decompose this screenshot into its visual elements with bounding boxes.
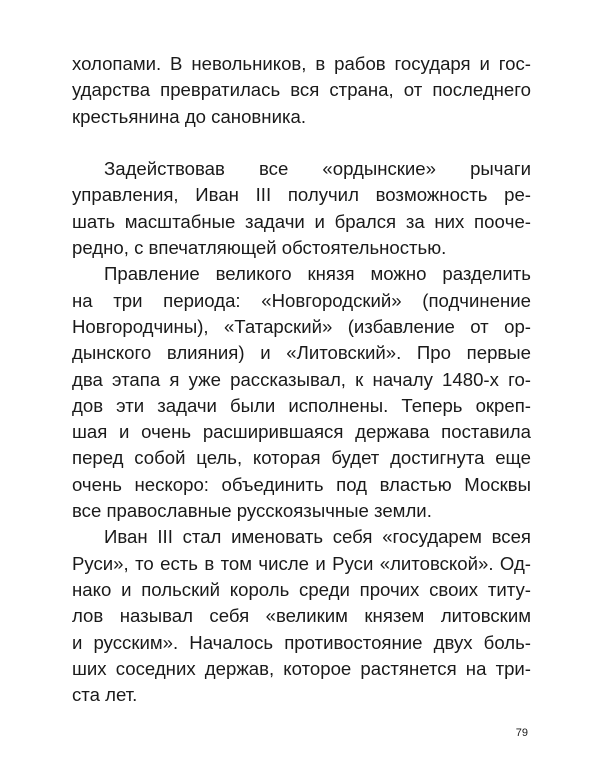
text-line: Правление великого князя можно разделить xyxy=(104,263,531,285)
text-line: холопами. В невольников, в рабов государя и гос- xyxy=(72,53,531,74)
text-line: Задействовав все «ордынские» рычаги xyxy=(104,158,531,180)
text-line: ста лет. xyxy=(72,684,138,706)
text-line: крестьянина до сановника. xyxy=(72,105,307,127)
text-line: шать масштабные задачи и брался за них поoче- xyxy=(72,210,531,232)
text-line: все православные русскоязычные земли. xyxy=(72,500,432,522)
text-line: очень нескоро: объединить под властью Москвы xyxy=(72,473,531,495)
text-line: ших соседних держав, которое растянется на три- xyxy=(72,657,531,679)
text-line: Руси», то есть в том числе и Руси «литовской». Од- xyxy=(72,552,531,574)
text-line: перед собой цель, которая будет достигнута еще xyxy=(72,447,531,469)
paragraph-gap xyxy=(72,130,531,156)
text-line: нако и польский король среди прочих своих титу- xyxy=(72,578,531,600)
text-line: Иван III стал именовать себя «государем всея xyxy=(104,526,531,548)
text-line: и русским». Началось противостояние двух боль- xyxy=(72,631,531,653)
text-line: на три периода: «Новгородский» (подчинение xyxy=(72,289,531,311)
page-number: 79 xyxy=(515,727,528,739)
text-line: Новгородчины), «Татарский» (избавление от ор- xyxy=(72,315,531,337)
body-text xyxy=(72,51,531,708)
text-line: лов называл себя «великим князем литовским xyxy=(72,605,531,627)
text-line: дов эти задачи были исполнены. Теперь окреп- xyxy=(72,394,531,416)
text-line: управления, Иван III получил возможность ре- xyxy=(72,184,531,206)
text-line: редно, с впечатляющей обстоятельностью. xyxy=(72,237,447,259)
text-line: шая и очень расширившаяся держава поставила xyxy=(72,421,531,443)
text-line: два этапа я уже рассказывал, к началу 1480-х го- xyxy=(72,368,531,390)
text-line: дынского влияния) и «Литовский». Про первые xyxy=(72,342,531,364)
text-line: ударства превратилась вся страна, от последнего xyxy=(72,79,531,101)
